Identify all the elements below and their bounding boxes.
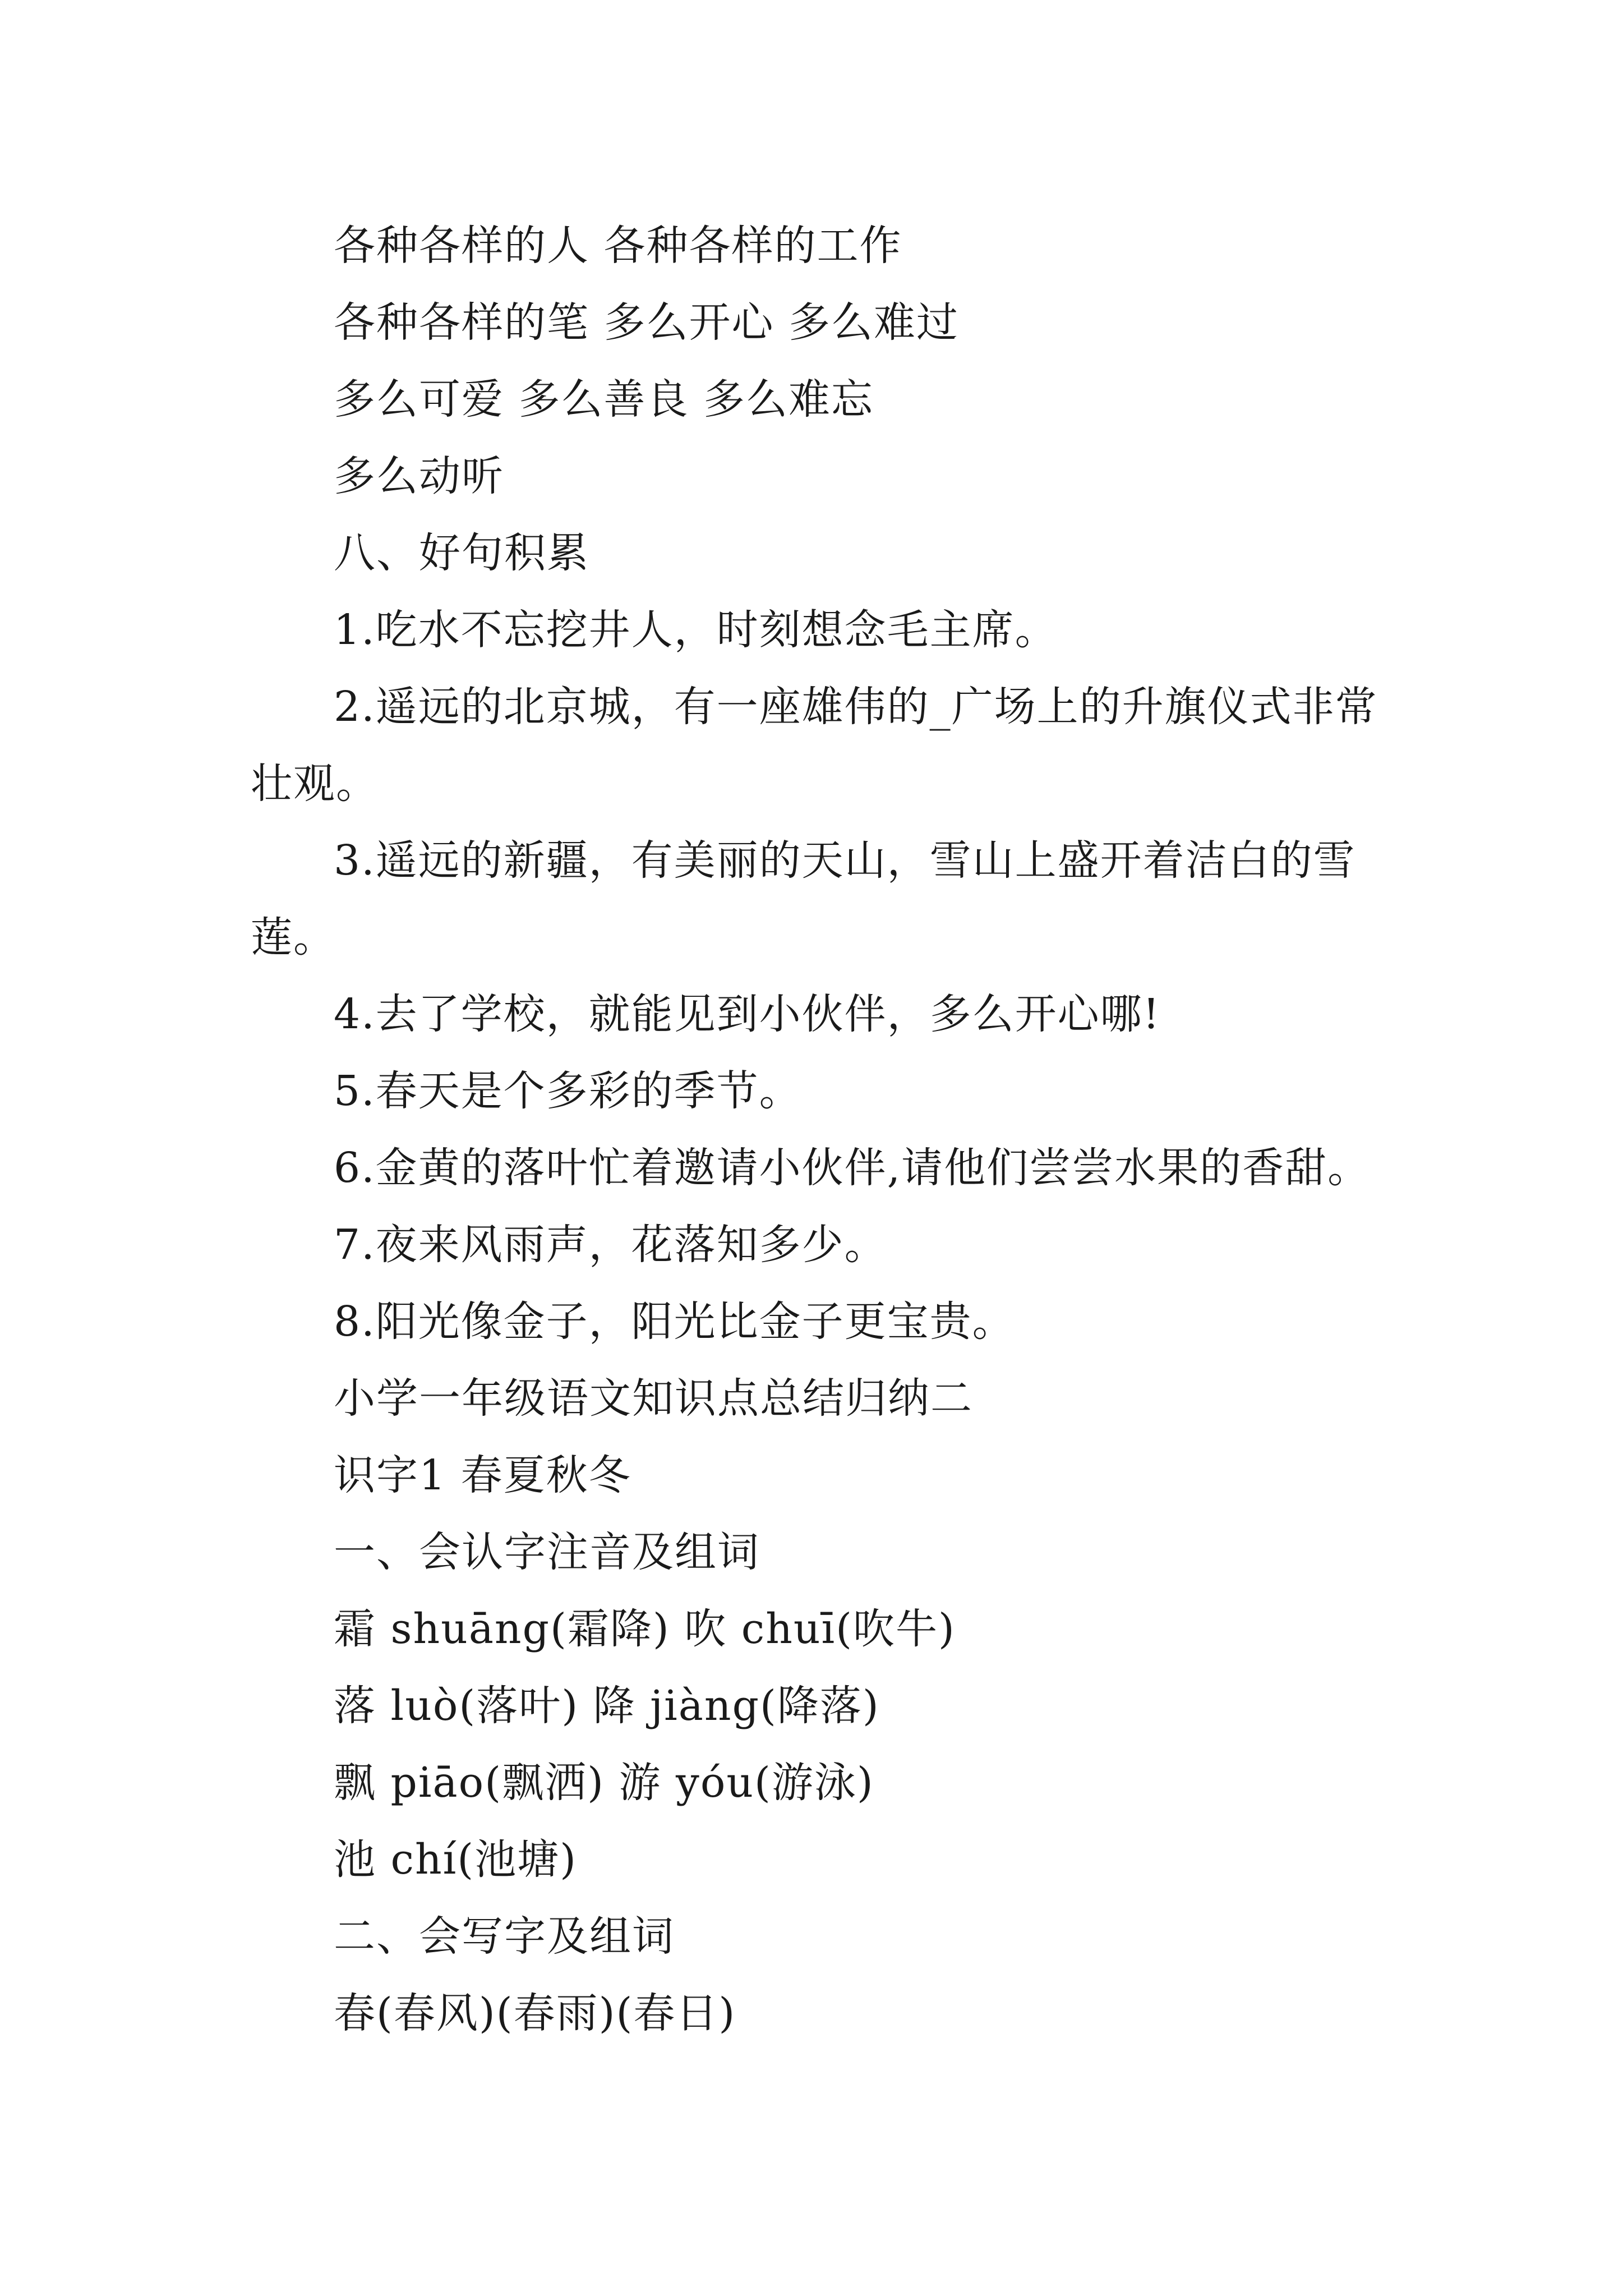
sentence-item: 6.金黄的落叶忙着邀请小伙伴,请他们尝尝水果的香甜。 (334, 1144, 1371, 1192)
pinyin-line: 池 chí(池塘) (334, 1835, 578, 1884)
section-heading: 一、会认字注音及组词 (334, 1528, 760, 1576)
document-title: 小学一年级语文知识点总结归纳二 (334, 1374, 973, 1423)
sentence-item: 3.遥远的新疆，有美丽的天山，雪山上盛开着洁白的雪莲。 (251, 836, 1356, 961)
sentence-item: 7.夜来风雨声，花落知多少。 (334, 1221, 887, 1269)
sentence-item: 5.春天是个多彩的季节。 (334, 1067, 802, 1115)
section-heading: 八、好句积累 (334, 529, 589, 577)
word-line: 春(春风)(春雨)(春日) (334, 1989, 736, 2037)
document-body (251, 208, 1395, 2052)
pinyin-line: 霜 shuāng(霜降) 吹 chuī(吹牛) (334, 1605, 956, 1653)
sentence-item: 2.遥远的北京城，有一座雄伟的_广场上的升旗仪式非常壮观。 (251, 683, 1378, 808)
pinyin-line: 落 luò(落叶) 降 jiàng(降落) (334, 1682, 880, 1730)
sentence-item: 8.阳光像金子，阳光比金子更宝贵。 (334, 1297, 1015, 1346)
sentence-item: 1.吃水不忘挖井人，时刻想念毛主席。 (334, 606, 1058, 654)
text-line: 各种各样的笔 多么开心 多么难过 (334, 298, 960, 347)
text-line: 多么动听 (334, 452, 504, 500)
text-line: 各种各样的人 各种各样的工作 (334, 222, 902, 270)
lesson-heading: 识字1 春夏秋冬 (334, 1451, 631, 1499)
sentence-item: 4.去了学校，就能见到小伙伴，多么开心哪! (334, 990, 1161, 1038)
pinyin-line: 飘 piāo(飘洒) 游 yóu(游泳) (334, 1759, 874, 1807)
text-line: 多么可爱 多么善良 多么难忘 (334, 375, 874, 424)
section-heading: 二、会写字及组词 (334, 1912, 675, 1961)
